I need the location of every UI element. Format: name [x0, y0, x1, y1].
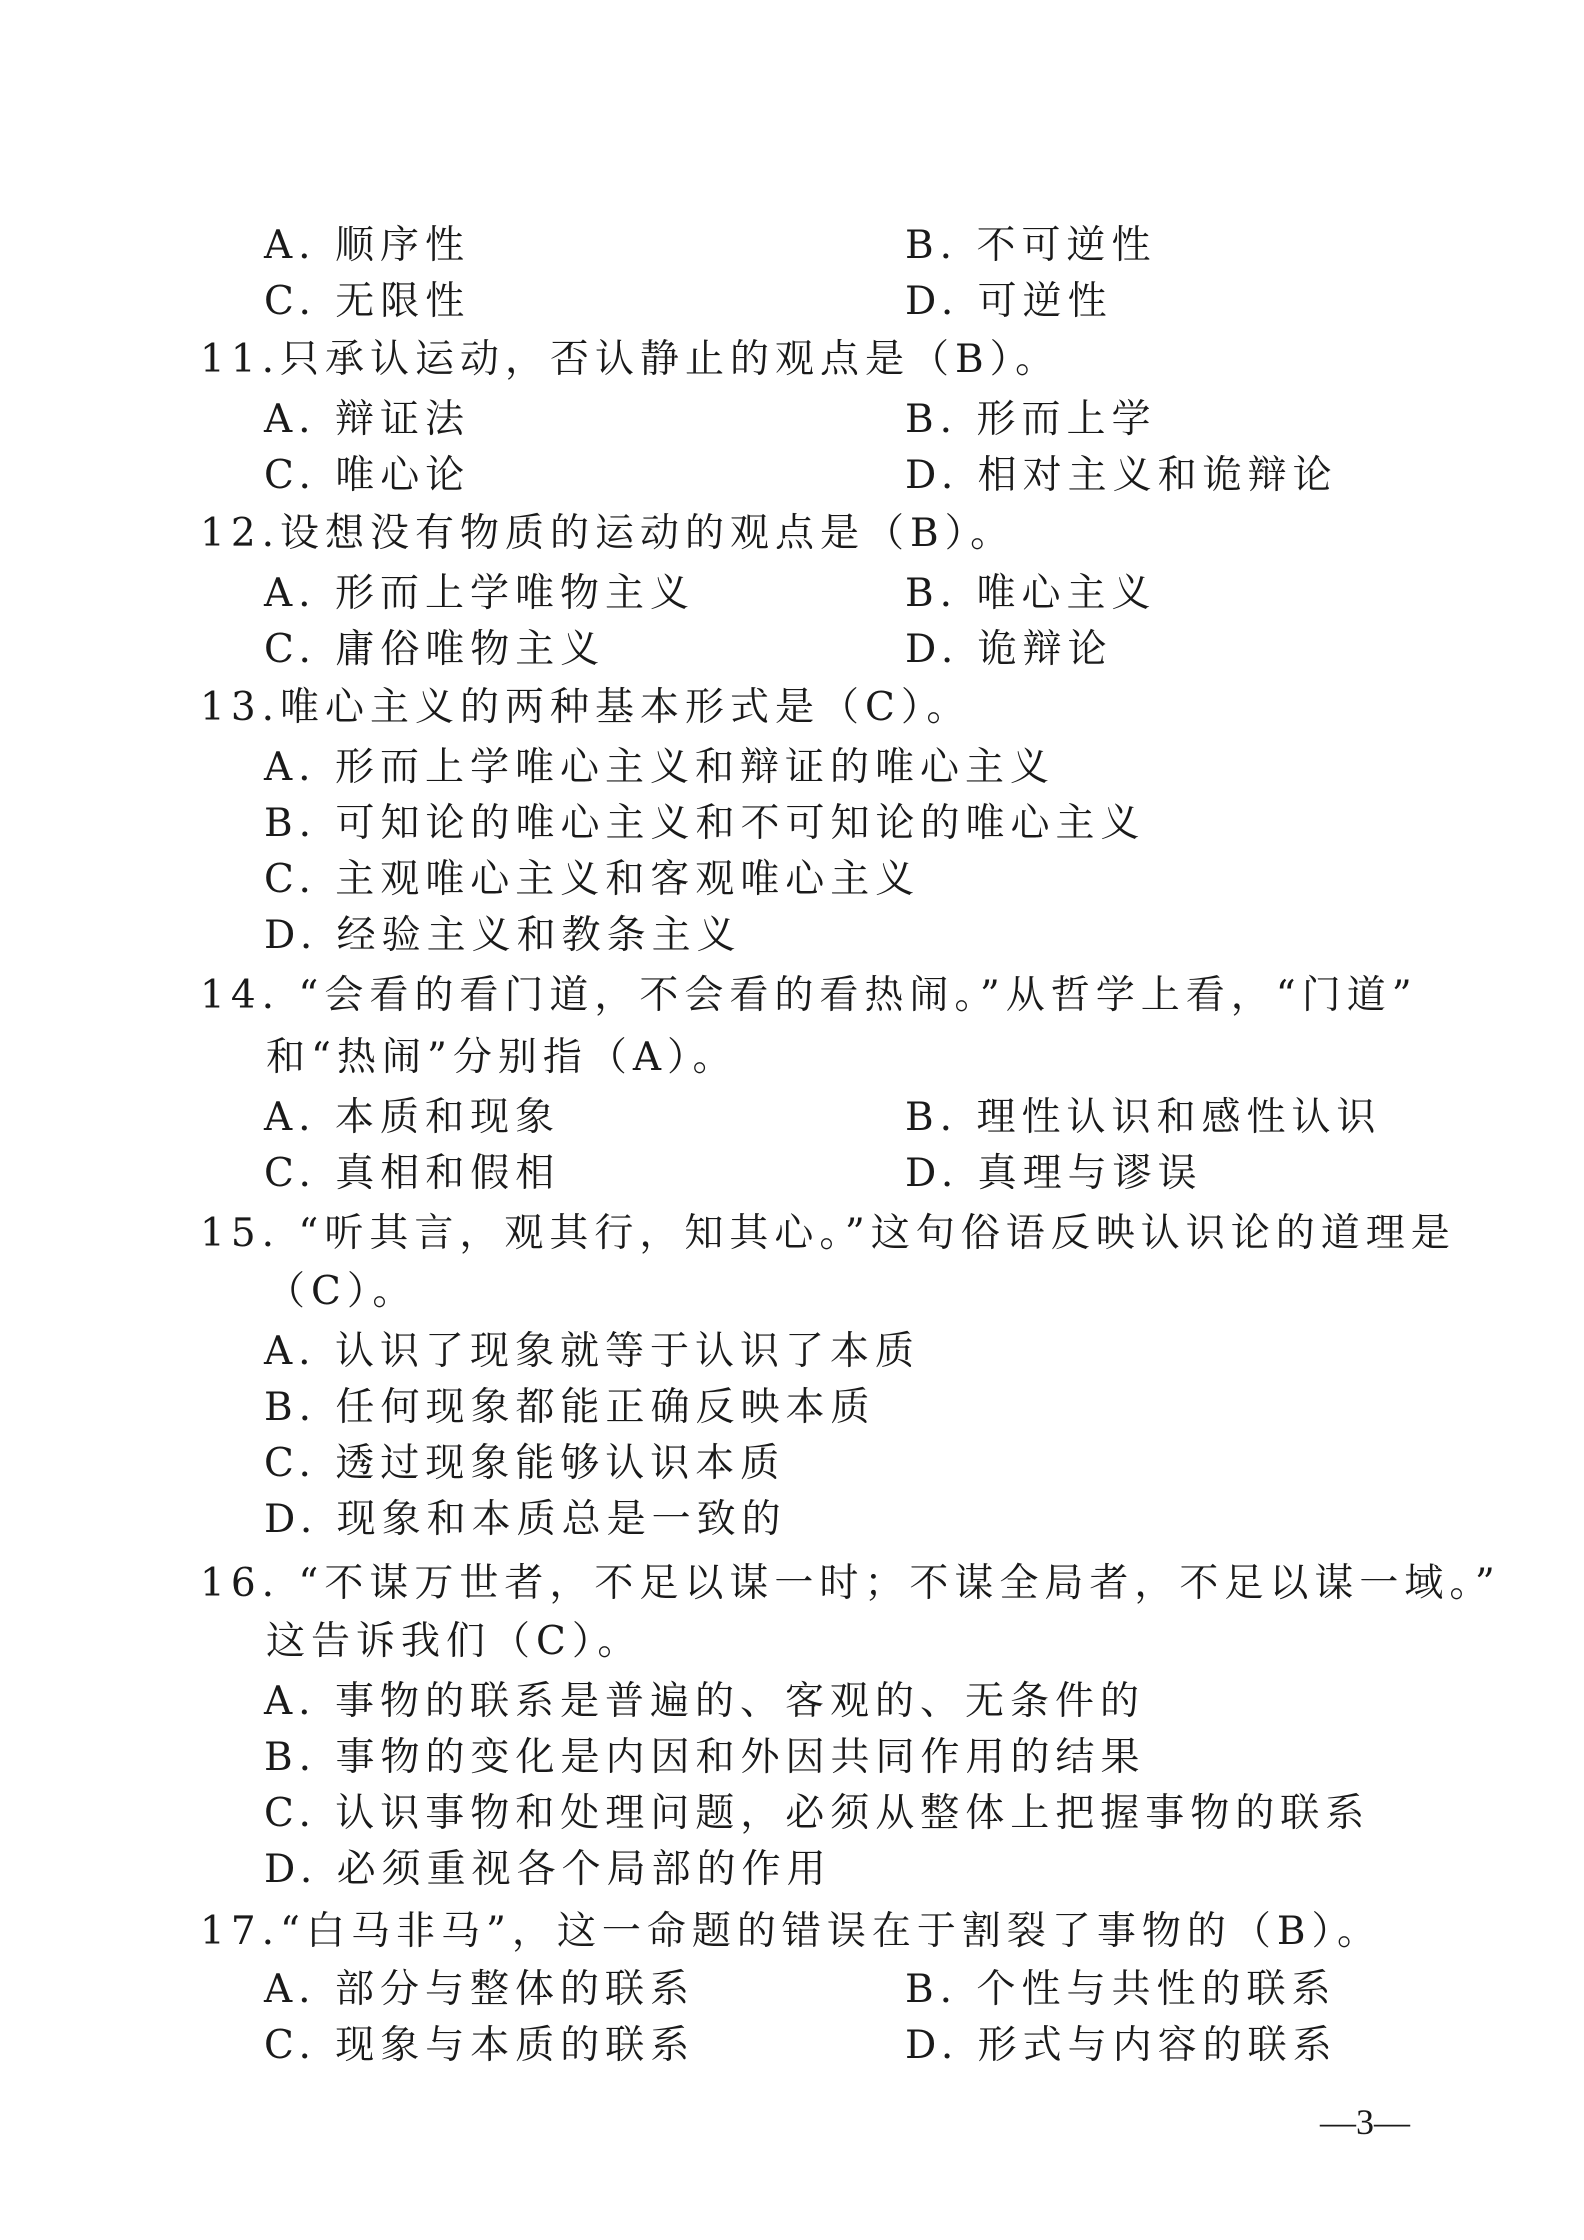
q13-option-d: D. 经验主义和教条主义 — [264, 913, 742, 958]
q16-option-c: C. 认识事物和处理问题，必须从整体上把握事物的联系 — [264, 1791, 1371, 1836]
q16-option-b: B. 事物的变化是内因和外因共同作用的结果 — [264, 1735, 1146, 1780]
q11-option-d: D. 相对主义和诡辩论 — [905, 453, 1338, 498]
q14-option-b: B. 理性认识和感性认识 — [905, 1095, 1382, 1140]
q17-stem: 17.“白马非马”，这一命题的错误在于割裂了事物的（B）。 — [200, 1909, 1383, 1954]
q17-option-c: C. 现象与本质的联系 — [264, 2023, 696, 2068]
q10-option-b: B. 不可逆性 — [905, 223, 1157, 268]
q12-option-a: A. 形而上学唯物主义 — [264, 571, 695, 616]
q15-stem: 15. “听其言，观其行，知其心。”这句俗语反映认识论的道理是 — [200, 1211, 1456, 1256]
q12-option-d: D. 诡辩论 — [905, 627, 1113, 672]
q15-option-d: D. 现象和本质总是一致的 — [264, 1497, 787, 1542]
q16-option-a: A. 事物的联系是普遍的、客观的、无条件的 — [264, 1679, 1145, 1724]
q13-option-a: A. 形而上学唯心主义和辩证的唯心主义 — [264, 745, 1055, 790]
q17-option-a: A. 部分与整体的联系 — [264, 1967, 695, 2012]
q11-option-c: C. 唯心论 — [264, 453, 471, 498]
q14-option-a: A. 本质和现象 — [264, 1095, 560, 1140]
q14-option-d: D. 真理与谬误 — [905, 1151, 1203, 1196]
page-number: —3— — [1320, 2102, 1410, 2142]
q13-option-c: C. 主观唯心主义和客观唯心主义 — [264, 857, 921, 902]
q10-option-a: A. 顺序性 — [264, 223, 470, 268]
q17-option-d: D. 形式与内容的联系 — [905, 2023, 1338, 2068]
q14-stem: 14. “会看的看门道，不会看的看热闹。”从哲学上看，“门道” — [200, 973, 1418, 1018]
q12-stem: 12.设想没有物质的运动的观点是（B）。 — [200, 511, 1016, 556]
q12-option-b: B. 唯心主义 — [905, 571, 1157, 616]
q12-option-c: C. 庸俗唯物主义 — [264, 627, 606, 672]
q14-option-c: C. 真相和假相 — [264, 1151, 561, 1196]
q17-option-b: B. 个性与共性的联系 — [905, 1967, 1337, 2012]
q15-option-c: C. 透过现象能够认识本质 — [264, 1441, 786, 1486]
q14-stem-continued: 和“热闹”分别指（A）。 — [266, 1035, 738, 1080]
q11-option-a: A. 辩证法 — [264, 397, 470, 442]
q10-option-d: D. 可逆性 — [905, 279, 1113, 324]
q10-option-c: C. 无限性 — [264, 279, 471, 324]
q13-option-b: B. 可知论的唯心主义和不可知论的唯心主义 — [264, 801, 1146, 846]
q16-stem: 16. “不谋万世者，不足以谋一时；不谋全局者，不足以谋一域。” — [200, 1561, 1501, 1606]
q13-stem: 13.唯心主义的两种基本形式是（C）。 — [200, 685, 972, 730]
q11-option-b: B. 形而上学 — [905, 397, 1157, 442]
q11-stem: 11.只承认运动，否认静止的观点是（B）。 — [200, 337, 1061, 382]
q16-option-d: D. 必须重视各个局部的作用 — [264, 1847, 832, 1892]
q16-stem-continued: 这告诉我们（C）。 — [266, 1619, 643, 1664]
q15-option-a: A. 认识了现象就等于认识了本质 — [264, 1329, 920, 1374]
q15-option-b: B. 任何现象都能正确反映本质 — [264, 1385, 876, 1430]
q15-stem-continued: （C）。 — [266, 1269, 418, 1314]
